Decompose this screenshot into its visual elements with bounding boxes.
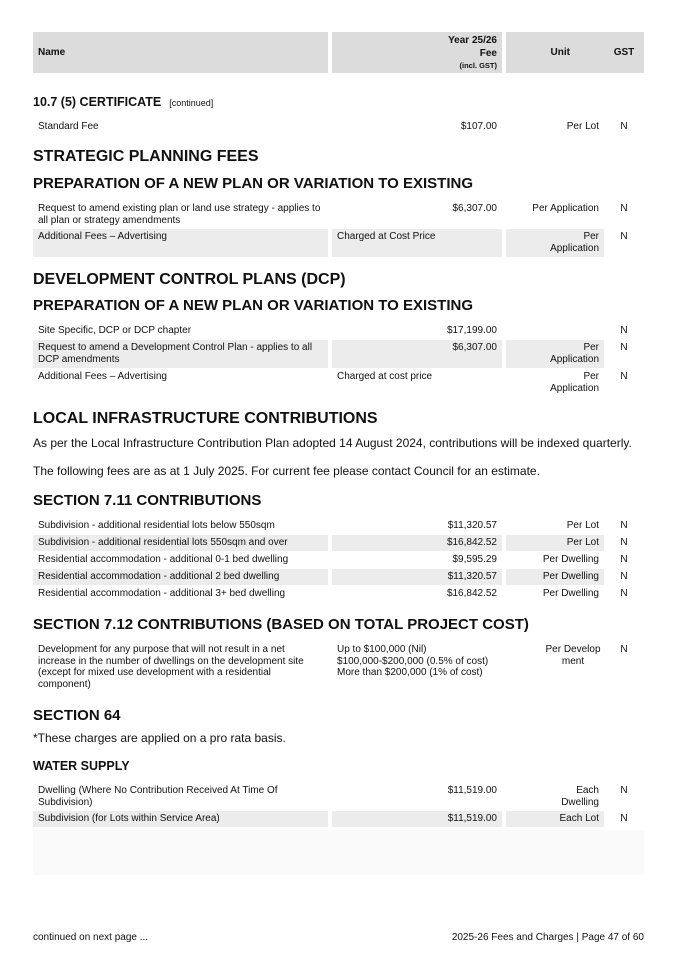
table-row: [33, 642, 644, 694]
row-gst: N: [620, 571, 628, 582]
footer-page-info: 2025-26 Fees and Charges | Page 47 of 60: [451, 932, 644, 943]
row-name: Request to amend a Development Control Plan - applies to all DCP amendments: [33, 340, 328, 368]
table-row: [33, 201, 644, 228]
row-name: Site Specific, DCP or DCP chapter: [38, 325, 192, 336]
row-unit: Per Application: [532, 203, 599, 214]
table-row: [33, 783, 644, 810]
header-unit-cell: [506, 32, 604, 73]
row-name: Dwelling (Where No Contribution Received At Time Of Subdivision): [38, 785, 278, 808]
row-name: Additional Fees – Advertising: [33, 229, 328, 257]
row-unit: Each Dwelling: [561, 785, 599, 808]
row-name: Residential accommodation - additional 0-1 bed dwelling: [38, 554, 289, 565]
header-unit: Unit: [550, 47, 570, 58]
row-unit: Per Dwelling: [506, 569, 604, 585]
certificate-title: 10.7 (5) CERTIFICATE: [33, 95, 162, 109]
table-row: [33, 535, 644, 551]
header-year: Year 25/26: [448, 35, 497, 46]
row-gst: N: [620, 203, 628, 214]
certificate-heading: [33, 95, 213, 109]
row-name: Residential accommodation - additional 2 bed dwelling: [33, 569, 328, 585]
s64-heading: SECTION 64: [33, 707, 121, 724]
row-gst: N: [620, 371, 628, 382]
row-gst: N: [620, 588, 628, 599]
row-unit: Per Dwelling: [542, 554, 599, 565]
header-fee: Fee: [479, 48, 497, 59]
row-unit: Per Lot: [566, 520, 599, 531]
dcp-subheading: PREPARATION OF A NEW PLAN OR VARIATION TO EXISTING: [33, 297, 474, 314]
s711-heading: SECTION 7.11 CONTRIBUTIONS: [33, 492, 262, 509]
table-row: [33, 569, 644, 585]
row-unit: Per Development: [545, 644, 601, 667]
row-pre-line: $100,000-$200,000 (0.5% of cost): [337, 655, 489, 667]
header-name-cell: [33, 32, 328, 73]
row-gst: N: [620, 813, 628, 824]
blank-area: [33, 830, 644, 875]
row-gst: N: [620, 342, 628, 353]
row-pre-line: More than $200,000 (1% of cost): [337, 667, 483, 678]
row-unit: Per Application: [550, 371, 599, 394]
row-gst: N: [620, 785, 628, 796]
table-row: [33, 518, 644, 534]
row-fee: $16,842.52: [446, 588, 497, 599]
strategic-subheading: PREPARATION OF A NEW PLAN OR VARIATION TO EXISTING: [33, 175, 474, 192]
row-name: Standard Fee: [38, 121, 99, 132]
row-unit: [506, 323, 604, 339]
row-name: Development for any purpose that will not result in a net increase in the number of dwellings on the development site (except for mixed use development with a residential component): [38, 644, 304, 690]
row-fee: $11,519.00: [447, 813, 497, 824]
table-row: [33, 369, 644, 397]
row-fee: $11,320.57: [447, 520, 497, 531]
row-pre: Charged at cost price: [337, 371, 433, 382]
lic-paragraph: As per the Local Infrastructure Contribution Plan adopted 14 August 2024, contributions will be indexed quarterly.: [33, 436, 632, 450]
header-gst-cell: [604, 32, 644, 73]
header-gst: GST: [613, 47, 635, 58]
table-row: [33, 552, 644, 568]
row-unit: Per Lot: [566, 121, 599, 132]
table-row: [33, 119, 644, 135]
row-fee: $11,320.57: [447, 571, 497, 582]
water-supply-heading: WATER SUPPLY: [33, 759, 130, 773]
row-fee: $17,199.00: [446, 325, 497, 336]
row-gst: N: [620, 121, 628, 132]
table-row: [33, 229, 644, 257]
row-name: Subdivision - additional residential lots 550sqm and over: [33, 535, 328, 551]
row-name: Subdivision - additional residential lots below 550sqm: [38, 520, 275, 531]
row-gst: N: [620, 537, 628, 548]
footer-continued: continued on next page ...: [33, 932, 149, 943]
row-name: Subdivision (for Lots within Service Area): [33, 811, 328, 827]
row-fee: $107.00: [460, 121, 497, 132]
header-name: Name: [38, 47, 66, 58]
row-gst: N: [620, 520, 628, 531]
strategic-heading: STRATEGIC PLANNING FEES: [33, 148, 259, 165]
row-gst: N: [620, 325, 628, 336]
row-pre-line: Up to $100,000 (Nil): [337, 644, 427, 655]
row-pre: Charged at Cost Price: [337, 231, 436, 242]
row-unit: Per Dwelling: [542, 588, 599, 599]
table-row: [33, 811, 644, 827]
row-pre: [332, 642, 502, 694]
row-unit: Per Application: [506, 340, 604, 368]
header-fee-cell: [332, 32, 502, 73]
row-name: Request to amend existing plan or land use strategy - applies to all plan or strategy amendments: [38, 203, 321, 226]
table-row: [33, 323, 644, 339]
row-fee: $16,842.52: [446, 537, 497, 548]
row-gst: N: [620, 644, 628, 655]
continued-label: [continued]: [169, 98, 214, 108]
row-unit: Per Lot: [506, 535, 604, 551]
row-fee: $11,519.00: [447, 785, 497, 796]
table-row: [33, 340, 644, 368]
row-fee: $6,307.00: [452, 342, 497, 353]
dcp-heading: DEVELOPMENT CONTROL PLANS (DCP): [33, 271, 346, 288]
row-unit: Per Application: [506, 229, 604, 257]
row-gst: N: [620, 231, 628, 242]
row-unit: Each Lot: [506, 811, 604, 827]
table-row: [33, 586, 644, 602]
row-fee: $6,307.00: [452, 203, 497, 214]
row-gst: N: [620, 554, 628, 565]
row-name: Additional Fees – Advertising: [38, 371, 167, 382]
s712-heading: SECTION 7.12 CONTRIBUTIONS (BASED ON TOTAL PROJECT COST): [33, 616, 529, 633]
lic-paragraph-2: The following fees are as at 1 July 2025. For current fee please contact Council for an estimate.: [33, 464, 540, 478]
row-fee: $9,595.29: [452, 554, 497, 565]
s64-note: *These charges are applied on a pro rata basis.: [33, 731, 286, 745]
lic-heading: LOCAL INFRASTRUCTURE CONTRIBUTIONS: [33, 410, 378, 427]
row-name: Residential accommodation - additional 3+ bed dwelling: [38, 588, 286, 599]
header-incl: (incl. GST): [459, 61, 497, 70]
